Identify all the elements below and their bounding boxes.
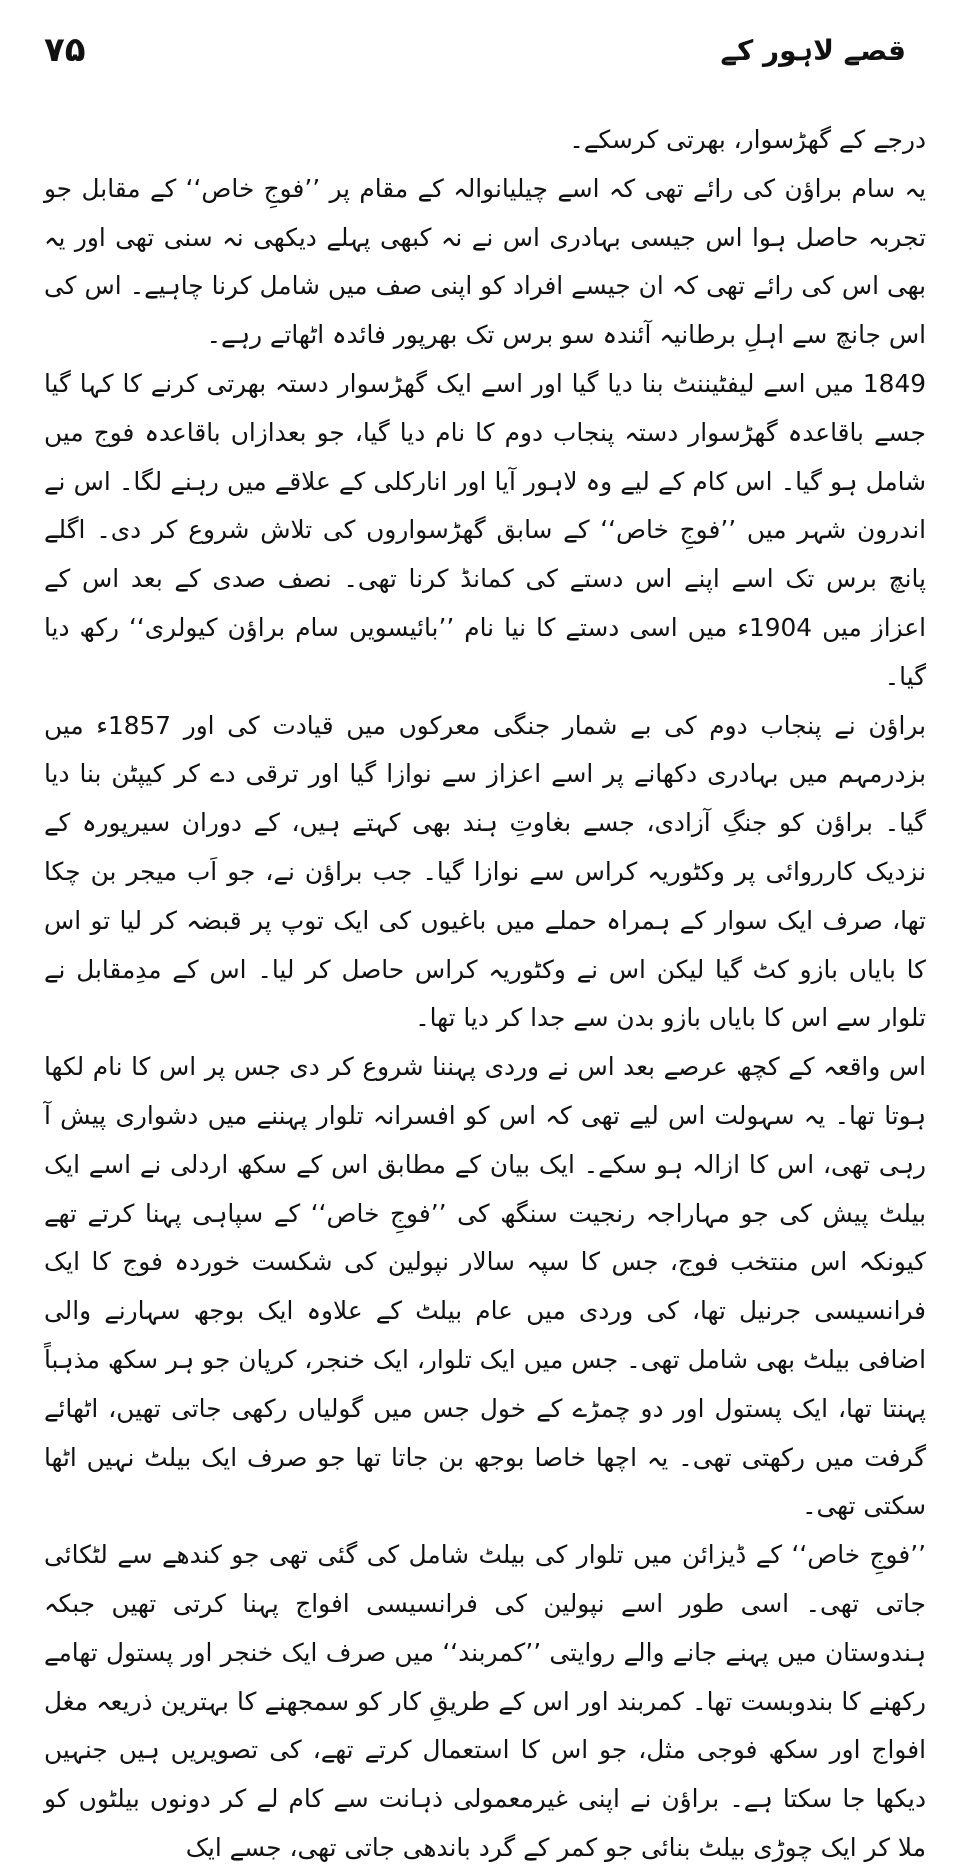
paragraph-3: 1849 میں اسے لیفٹیننٹ بنا دیا گیا اور اسے ایک گھڑسوار دستہ بھرتی کرنے کا کہا گیا جسے باقاعدہ گھڑسوار دستہ پنجاب دوم کا نام دیا گیا، جو بعدازاں باقاعدہ فوج میں شامل ہو گیا۔ اس کام کے لیے وہ لاہور آیا اور انارکلی کے علاقے میں رہنے لگا۔ اس نے اندرون شہر میں ’’فوجِ خاص‘‘ کے سابق گھڑسواروں کی تلاش شروع کر دی۔ اگلے پانچ برس تک اسے اپنے اس دستے کی کمانڈ کرنا تھی۔ نصف صدی کے بعد اس کے اعزاز میں 1904ء میں اسی دستے کا نیا نام ’’بائیسویں سام براؤن کیولری‘‘ رکھ دیا گیا۔ [44,368,926,691]
running-title: قصے لاہور کے [720,34,906,67]
body-text [44,116,926,1873]
paragraph-6: ’’فوجِ خاص‘‘ کے ڈیزائن میں تلوار کی بیلٹ شامل کی گئی تھی جو کندھے سے لٹکائی جاتی تھی۔ اسی طور اسے نپولین کی فرانسیسی افواج پہنا کرتی تھیں جبکہ ہندوستان میں پہنے جانے والے روایتی ’’کمربند‘‘ میں صرف ایک خنجر اور پستول تھامے رکھنے کا بندوبست تھا۔ کمربند اور اس کے طریقِ کار کو سمجھنے کا بہترین ذریعہ مغل افواج اور سکھ فوجی مثل، جو اس کا استعمال کرتے تھے، کی تصویریں ہیں جنہیں دیکھا جا سکتا ہے۔ براؤن نے اپنی غیرمعمولی ذہانت سے کام لے کر دونوں بیلٹوں کو ملا کر ایک چوڑی بیلٹ بنائی جو کمر کے گرد باندھی جاتی تھی، جسے ایک [44,1540,926,1862]
paragraph-4: براؤن نے پنجاب دوم کی بے شمار جنگی معرکوں میں قیادت کی اور 1857ء میں بزدرمہم میں بہادری دکھانے پر اسے اعزاز سے نوازا گیا اور ترقی دے کر کیپٹن بنا دیا گیا۔ براؤن کو جنگِ آزادی، جسے بغاوتِ ہند بھی کہتے ہیں، کے دوران سیرپورہ کے نزدیک کارروائی پر وکٹوریہ کراس سے نوازا گیا۔ جب براؤن نے، جو اَب میجر بن چکا تھا، صرف ایک سوار کے ہمراہ حملے میں باغیوں کی ایک توپ پر قبضہ کر لیا تو اس کا بایاں بازو کٹ گیا لیکن اس نے وکٹوریہ کراس حاصل کر لیا۔ اس کے مدِمقابل نے تلوار سے اس کا بایاں بازو بدن سے جدا کر دیا تھا۔ [44,710,927,1033]
page-number: ۷۵ [44,30,86,70]
paragraph-2: یہ سام براؤن کی رائے تھی کہ اسے چیلیانوالہ کے مقام پر ’’فوجِ خاص‘‘ کے مقابل جو تجربہ حاصل ہوا اس جیسی بہادری اس نے نہ کبھی پہلے دیکھی نہ سنی تھی اور یہ بھی اس کی رائے تھی کہ ان جیسے افراد کو اپنی صف میں شامل کرنا چاہیے۔ اس کی اس جانچ سے اہلِ برطانیہ آئندہ سو برس تک بھرپور فائدہ اٹھاتے رہے۔ [44,173,926,350]
paragraph-1: درجے کے گھڑسوار، بھرتی کرسکے۔ [569,125,926,154]
paragraph-5: اس واقعہ کے کچھ عرصے بعد اس نے وردی پہننا شروع کر دی جس پر اس کا نام لکھا ہوتا تھا۔ یہ سہولت اس لیے تھی کہ اس کو افسرانہ تلوار پہننے میں دشواری پیش آ رہی تھی، اس کا ازالہ ہو سکے۔ ایک بیان کے مطابق اس کے سکھ اردلی نے اسے ایک بیلٹ پیش کی جو مہاراجہ رنجیت سنگھ کی ’’فوجِ خاص‘‘ کے سپاہی پہنا کرتے تھے کیونکہ اس منتخب فوج، جس کا سپہ سالار نپولین کی شکست خوردہ فوج کا ایک فرانسیسی جرنیل تھا، کی وردی میں عام بیلٹ کے علاوہ ایک بوجھ سہارنے والی اضافی بیلٹ بھی شامل تھی۔ جس میں ایک تلوار، ایک خنجر، کرپان جو ہر سکھ مذہباً پہنتا تھا، ایک پستول اور دو چمڑے کے خول جس میں گولیاں رکھی جاتی تھیں، اٹھائے گرفت میں رکھتی تھی۔ یہ اچھا خاصا بوجھ بن جاتا تھا جو صرف ایک بیلٹ نہیں اٹھا سکتی تھی۔ [44,1052,926,1521]
